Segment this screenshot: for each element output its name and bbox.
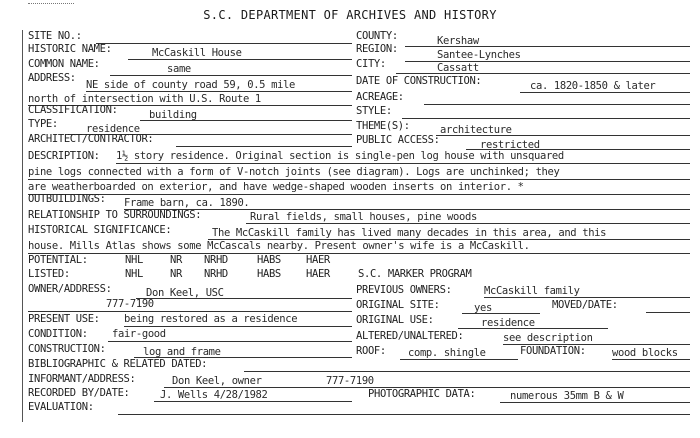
significance-line-2: house. Mills Atlas shows some McCascals nearby. Present owner's wife is a McCaskill. bbox=[28, 240, 530, 252]
site-no-label: SITE NO.: bbox=[28, 30, 82, 42]
acreage-line bbox=[424, 104, 690, 105]
listed-nrhd: NRHD bbox=[204, 268, 228, 280]
owner-phone: 777-7190 bbox=[106, 298, 154, 310]
classification-line bbox=[140, 120, 352, 121]
themes-line bbox=[436, 135, 690, 136]
acreage-label: ACREAGE: bbox=[356, 91, 404, 103]
left-border bbox=[22, 30, 23, 422]
description-rule-3 bbox=[28, 194, 690, 195]
previous-owners-value: McCaskill family bbox=[484, 285, 580, 297]
common-name-line bbox=[110, 75, 352, 76]
roof-line bbox=[400, 359, 518, 360]
site-no-line bbox=[96, 43, 352, 44]
foundation-value: wood blocks bbox=[612, 347, 678, 359]
listed-nhl: NHL bbox=[125, 268, 143, 280]
potential-nr: NR bbox=[170, 254, 182, 266]
construction-value: log and frame bbox=[143, 346, 221, 358]
scan-artifact bbox=[28, 3, 74, 4]
photographic-value: numerous 35mm B & W bbox=[510, 390, 624, 402]
type-label: TYPE: bbox=[28, 118, 58, 130]
historic-name-label: HISTORIC NAME: bbox=[28, 43, 112, 55]
informant-value: Don Keel, owner bbox=[172, 375, 262, 387]
moved-date-line bbox=[646, 312, 690, 313]
outbuildings-label: OUTBUILDINGS: bbox=[28, 193, 106, 205]
city-value: Cassatt bbox=[437, 62, 479, 74]
foundation-line bbox=[612, 359, 690, 360]
address-line-1 bbox=[86, 91, 352, 92]
form-title: S.C. DEPARTMENT OF ARCHIVES AND HISTORY bbox=[203, 8, 497, 22]
listed-label: LISTED: bbox=[28, 268, 70, 280]
owner-value: Don Keel, USC bbox=[146, 287, 224, 299]
marker-program-label: S.C. MARKER PROGRAM bbox=[358, 268, 472, 280]
photographic-line bbox=[500, 402, 690, 403]
outbuildings-value: Frame barn, ca. 1890. bbox=[124, 197, 250, 209]
informant-label: INFORMANT/ADDRESS: bbox=[28, 373, 136, 385]
previous-owners-label: PREVIOUS OWNERS: bbox=[356, 284, 452, 296]
recorded-label: RECORDED BY/DATE: bbox=[28, 387, 130, 399]
public-access-label: PUBLIC ACCESS: bbox=[356, 134, 440, 146]
potential-habs: HABS bbox=[257, 254, 281, 266]
significance-label: HISTORICAL SIGNIFICANCE: bbox=[28, 224, 172, 236]
relationship-line bbox=[246, 223, 690, 224]
description-line-3: are weatherboarded on exterior, and have wedge-shaped wooden inserts on interior. * bbox=[28, 181, 524, 193]
architect-label: ARCHITECT/CONTRACTOR: bbox=[28, 133, 154, 145]
original-site-line bbox=[462, 313, 540, 314]
roof-label: ROOF: bbox=[356, 345, 386, 357]
owner-label: OWNER/ADDRESS: bbox=[28, 283, 112, 295]
historic-name-line bbox=[128, 59, 352, 60]
classification-value: building bbox=[149, 109, 197, 121]
significance-line-1: The McCaskill family has lived many decades in this area, and this bbox=[212, 227, 607, 239]
condition-value: fair-good bbox=[112, 328, 166, 340]
altered-value: see description bbox=[503, 332, 593, 344]
city-line bbox=[396, 73, 690, 74]
common-name-label: COMMON NAME: bbox=[28, 58, 100, 70]
construction-label: CONSTRUCTION: bbox=[28, 343, 106, 355]
original-site-label: ORIGINAL SITE: bbox=[356, 299, 440, 311]
description-rule-2 bbox=[28, 179, 690, 180]
listed-nr: NR bbox=[170, 268, 182, 280]
listed-haer: HAER bbox=[306, 268, 330, 280]
themes-value: architecture bbox=[440, 124, 512, 136]
date-construction-value: ca. 1820-1850 & later bbox=[530, 80, 656, 92]
present-use-value: being restored as a residence bbox=[124, 313, 298, 325]
region-label: REGION: bbox=[356, 43, 398, 55]
relationship-value: Rural fields, small houses, pine woods bbox=[250, 211, 477, 223]
date-construction-line bbox=[520, 92, 690, 93]
classification-label: CLASSIFICATION: bbox=[28, 104, 118, 116]
region-value: Santee-Lynches bbox=[437, 49, 521, 61]
previous-owners-line bbox=[484, 297, 690, 298]
moved-date-label: MOVED/DATE: bbox=[552, 299, 618, 311]
listed-habs: HABS bbox=[257, 268, 281, 280]
original-use-line bbox=[458, 328, 608, 329]
bibliographic-line bbox=[244, 371, 690, 372]
potential-haer: HAER bbox=[306, 254, 330, 266]
historic-name-value: McCaskill House bbox=[152, 47, 242, 59]
address-label: ADDRESS: bbox=[28, 72, 76, 84]
bibliographic-label: BIBLIOGRAPHIC & RELATED DATED: bbox=[28, 358, 208, 370]
foundation-label: FOUNDATION: bbox=[520, 345, 586, 357]
altered-label: ALTERED/UNALTERED: bbox=[356, 330, 464, 342]
present-use-label: PRESENT USE: bbox=[28, 313, 100, 325]
style-line bbox=[402, 118, 690, 119]
address-value-1: NE side of county road 59, 0.5 mile bbox=[86, 79, 296, 91]
evaluation-line bbox=[118, 414, 690, 415]
informant-phone: 777-7190 bbox=[326, 375, 374, 387]
county-line bbox=[405, 46, 690, 47]
description-label: DESCRIPTION: bbox=[28, 150, 100, 162]
owner-line-2 bbox=[28, 311, 352, 312]
outbuildings-line bbox=[124, 209, 690, 210]
potential-nrhd: NRHD bbox=[204, 254, 228, 266]
potential-nhl: NHL bbox=[125, 254, 143, 266]
style-label: STYLE: bbox=[356, 105, 392, 117]
potential-label: POTENTIAL: bbox=[28, 254, 88, 266]
common-name-value: same bbox=[167, 63, 191, 75]
county-label: COUNTY: bbox=[356, 30, 398, 42]
themes-label: THEME(S): bbox=[356, 120, 410, 132]
condition-label: CONDITION: bbox=[28, 328, 88, 340]
roof-value: comp. shingle bbox=[408, 347, 486, 359]
architect-line bbox=[176, 146, 352, 147]
description-line-2: pine logs connected with a form of V-notch joints (see diagram). Logs are unchinked; they bbox=[28, 166, 560, 178]
city-label: CITY: bbox=[356, 58, 386, 70]
public-access-value: restricted bbox=[480, 139, 540, 151]
owner-line bbox=[136, 298, 352, 299]
date-construction-label: DATE OF CONSTRUCTION: bbox=[356, 75, 482, 87]
condition-line bbox=[108, 341, 352, 342]
original-use-value: residence bbox=[481, 317, 535, 329]
evaluation-label: EVALUATION: bbox=[28, 401, 94, 413]
county-value: Kershaw bbox=[437, 35, 479, 47]
recorded-line bbox=[154, 401, 352, 402]
original-use-label: ORIGINAL USE: bbox=[356, 314, 434, 326]
type-value: residence bbox=[86, 123, 140, 135]
photographic-label: PHOTOGRAPHIC DATA: bbox=[368, 388, 476, 400]
original-site-value: yes bbox=[474, 302, 492, 314]
recorded-value: J. Wells 4/28/1982 bbox=[160, 389, 268, 401]
description-line-1: 1½ story residence. Original section is single-pen log house with unsquared bbox=[116, 150, 564, 162]
relationship-label: RELATIONSHIP TO SURROUNDINGS: bbox=[28, 209, 202, 221]
present-use-line bbox=[124, 326, 352, 327]
address-value-2: north of intersection with U.S. Route 1 bbox=[28, 93, 261, 105]
description-rule-1 bbox=[116, 163, 690, 164]
